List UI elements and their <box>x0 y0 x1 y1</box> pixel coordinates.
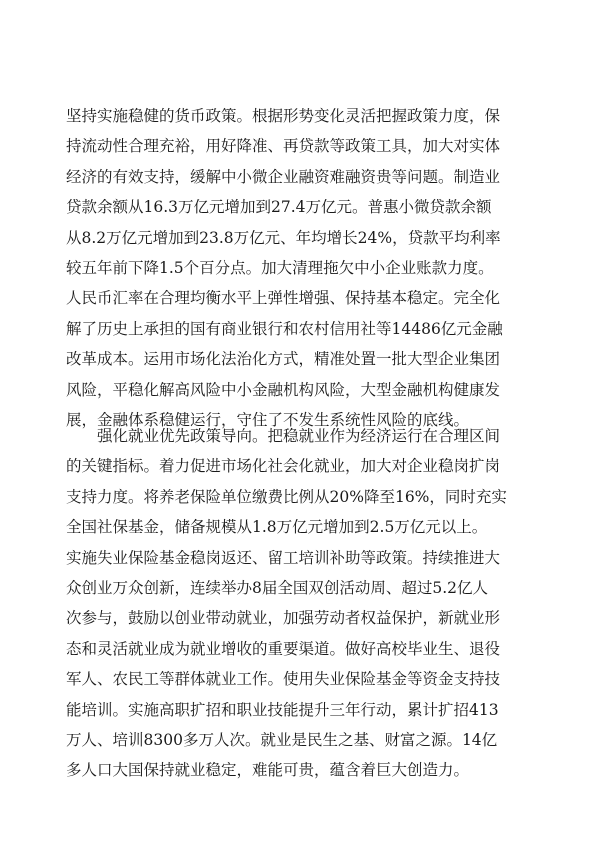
text-line: 万人、培训8300多万人次。就业是民生之基、财富之源。14亿 <box>66 730 498 749</box>
text-line: 的关键指标。着力促进市场化社会化就业，加大对企业稳岗扩岗 <box>66 457 501 476</box>
paragraph-employment-policy <box>66 421 542 786</box>
text-line: 从8.2万亿元增加到23.8万亿元、年均增长24%，贷款平均利率 <box>66 228 501 247</box>
text-line: 众创业万众创新，连续举办8届全国双创活动周、超过5.2亿人 <box>66 578 489 597</box>
text-line: 能培训。实施高职扩招和职业技能提升三年行动，累计扩招413 <box>66 700 499 719</box>
text-line: 坚持实施稳健的货币政策。根据形势变化灵活把握政策力度，保 <box>66 107 501 125</box>
text-line: 态和灵活就业成为就业增收的重要渠道。做好高校毕业生、退役 <box>66 639 501 658</box>
text-line: 次参与，鼓励以创业带动就业，加强劳动者权益保护，新就业形 <box>66 609 501 628</box>
text-line: 持流动性合理充裕，用好降准、再贷款等政策工具，加大对实体 <box>66 137 501 156</box>
text-line: 解了历史上承担的国有商业银行和农村信用社等14486亿元金融 <box>66 319 503 338</box>
text-line: 风险，平稳化解高风险中小金融机构风险，大型金融机构健康发 <box>66 380 501 399</box>
text-line: 改革成本。运用市场化法治化方式，精准处置一批大型企业集团 <box>66 350 501 369</box>
text-line: 多人口大国保持就业稳定，难能可贵，蕴含着巨大创造力。 <box>66 761 470 780</box>
text-line: 较五年前下降1.5个百分点。加大清理拖欠中小企业账款力度。 <box>66 258 494 277</box>
text-line: 人民币汇率在合理均衡水平上弹性增强、保持基本稳定。完全化 <box>66 289 501 308</box>
paragraph-monetary-policy <box>66 101 542 435</box>
text-line: 全国社保基金，储备规模从1.8万亿元增加到2.5万亿元以上。 <box>66 518 488 537</box>
text-line: 展，金融体系稳健运行，守住了不发生系统性风险的底线。 <box>66 410 470 429</box>
text-line: 强化就业优先政策导向。把稳就业作为经济运行在合理区间 <box>97 427 501 445</box>
text-line: 贷款余额从16.3万亿元增加到27.4万亿元。普惠小微贷款余额 <box>66 198 492 217</box>
text-line: 实施失业保险基金稳岗返还、留工培训补助等政策。持续推进大 <box>66 548 501 567</box>
text-line: 经济的有效支持，缓解中小微企业融资难融资贵等问题。制造业 <box>66 167 501 186</box>
text-line: 支持力度。将养老保险单位缴费比例从20%降至16%，同时充实 <box>66 487 507 506</box>
text-line: 军人、农民工等群体就业工作。使用失业保险基金等资金支持技 <box>66 670 501 689</box>
